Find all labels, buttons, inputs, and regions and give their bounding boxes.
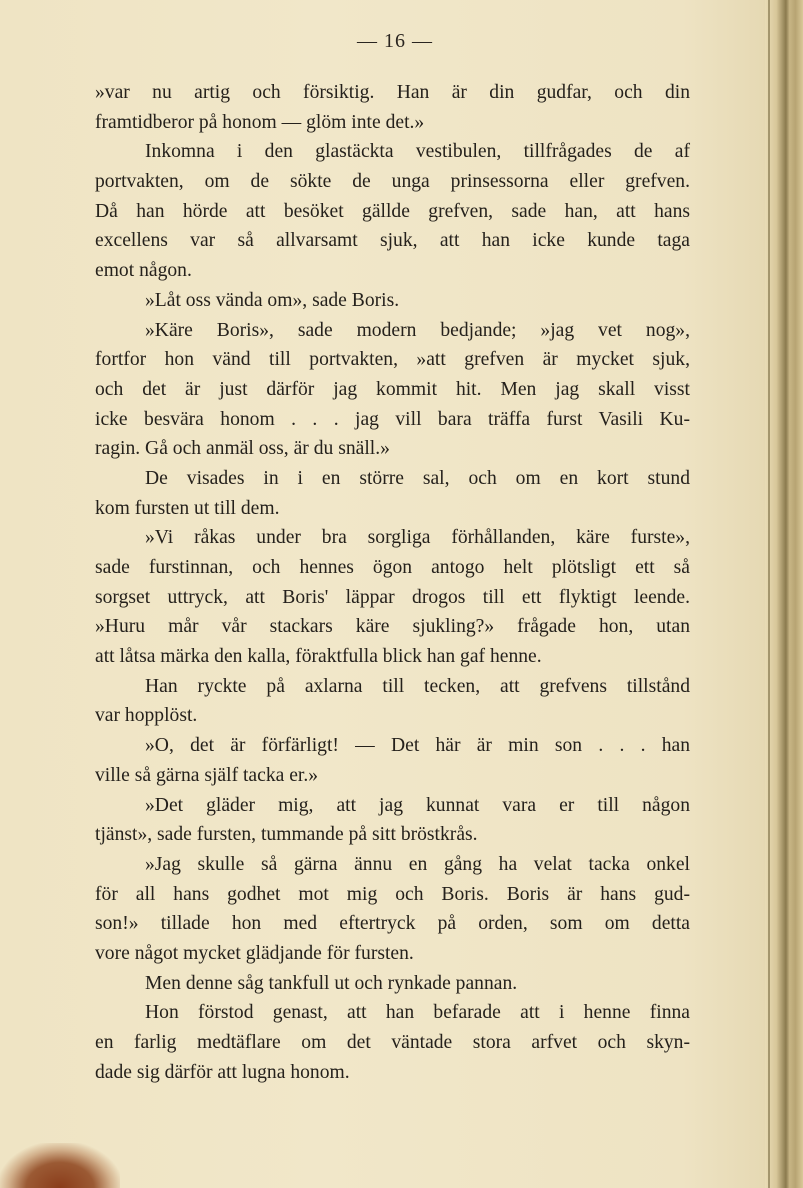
text-line: »Huru mår vår stackars käre sjukling?» frågade hon, utan	[95, 616, 690, 638]
text-line: Hon förstod genast, att han befarade att i henne finna	[145, 1002, 690, 1024]
text-line: vore något mycket glädjande för fursten.	[95, 942, 414, 964]
text-line: Men denne såg tankfull ut och rynkade pannan.	[145, 972, 518, 994]
text-line: och det är just därför jag kommit hit. Men jag skall visst	[95, 378, 690, 400]
text-line: dade sig därför att lugna honom.	[95, 1061, 350, 1083]
text-line: ragin. Gå och anmäl oss, är du snäll.»	[95, 438, 390, 460]
text-line: »Jag skulle så gärna ännu en gång ha velat tacka onkel	[145, 853, 690, 875]
text-line: tjänst», sade fursten, tummande på sitt bröstkrås.	[95, 824, 478, 846]
text-line: ville så gärna själf tacka er.»	[95, 764, 319, 786]
text-line: sorgset uttryck, att Boris' läppar drogos till ett flyktigt leende.	[95, 586, 690, 608]
text-line: en farlig medtäflare om det väntade stora arfvet och skyn-	[95, 1032, 690, 1053]
text-line: »Det gläder mig, att jag kunnat vara er till någon	[145, 794, 690, 816]
text-line: att låtsa märka den kalla, föraktfulla blick han gaf henne.	[95, 646, 542, 668]
thumb-shadow	[0, 1143, 120, 1188]
text-line: framtidberor på honom — glöm inte det.»	[95, 111, 425, 133]
page-edge	[765, 0, 803, 1188]
page-number: — 16 —	[357, 30, 433, 52]
text-line: kom fursten ut till dem.	[95, 497, 280, 519]
text-line: för all hans godhet mot mig och Boris. Boris är hans gud-	[95, 883, 690, 905]
body-text	[95, 78, 690, 1087]
text-line: emot någon.	[95, 260, 192, 282]
binding-line	[768, 0, 770, 1188]
text-line: Då han hörde att besöket gällde grefven, sade han, att hans	[95, 200, 690, 222]
text-line: »Låt oss vända om», sade Boris.	[145, 289, 400, 311]
text-line: sade furstinnan, och hennes ögon antogo helt plötsligt ett så	[95, 557, 690, 578]
text-line: »Vi råkas under bra sorgliga förhållanden, käre furste»,	[145, 527, 690, 549]
text-line: Inkomna i den glastäckta vestibulen, tillfrågades de af	[145, 141, 690, 163]
text-line: icke besvära honom . . . jag vill bara träffa furst Vasili Ku-	[95, 408, 690, 430]
text-line: var hopplöst.	[95, 705, 198, 727]
text-line: »O, det är förfärligt! — Det här är min son . . . han	[145, 735, 690, 757]
text-line: »Käre Boris», sade modern bedjande; »jag vet nog»,	[145, 319, 690, 341]
text-line: »var nu artig och försiktig. Han är din gudfar, och din	[95, 82, 690, 103]
text-line: son!» tillade hon med eftertryck på orden, som om detta	[95, 913, 690, 935]
text-line: excellens var så allvarsamt sjuk, att han icke kunde taga	[95, 230, 690, 252]
text-line: fortfor hon vänd till portvakten, »att grefven är mycket sjuk,	[95, 349, 690, 371]
text-line: Han ryckte på axlarna till tecken, att grefvens tillstånd	[145, 675, 690, 697]
text-line: De visades in i en större sal, och om en kort stund	[145, 467, 690, 489]
text-line: portvakten, om de sökte de unga prinsessorna eller grefven.	[95, 171, 690, 193]
